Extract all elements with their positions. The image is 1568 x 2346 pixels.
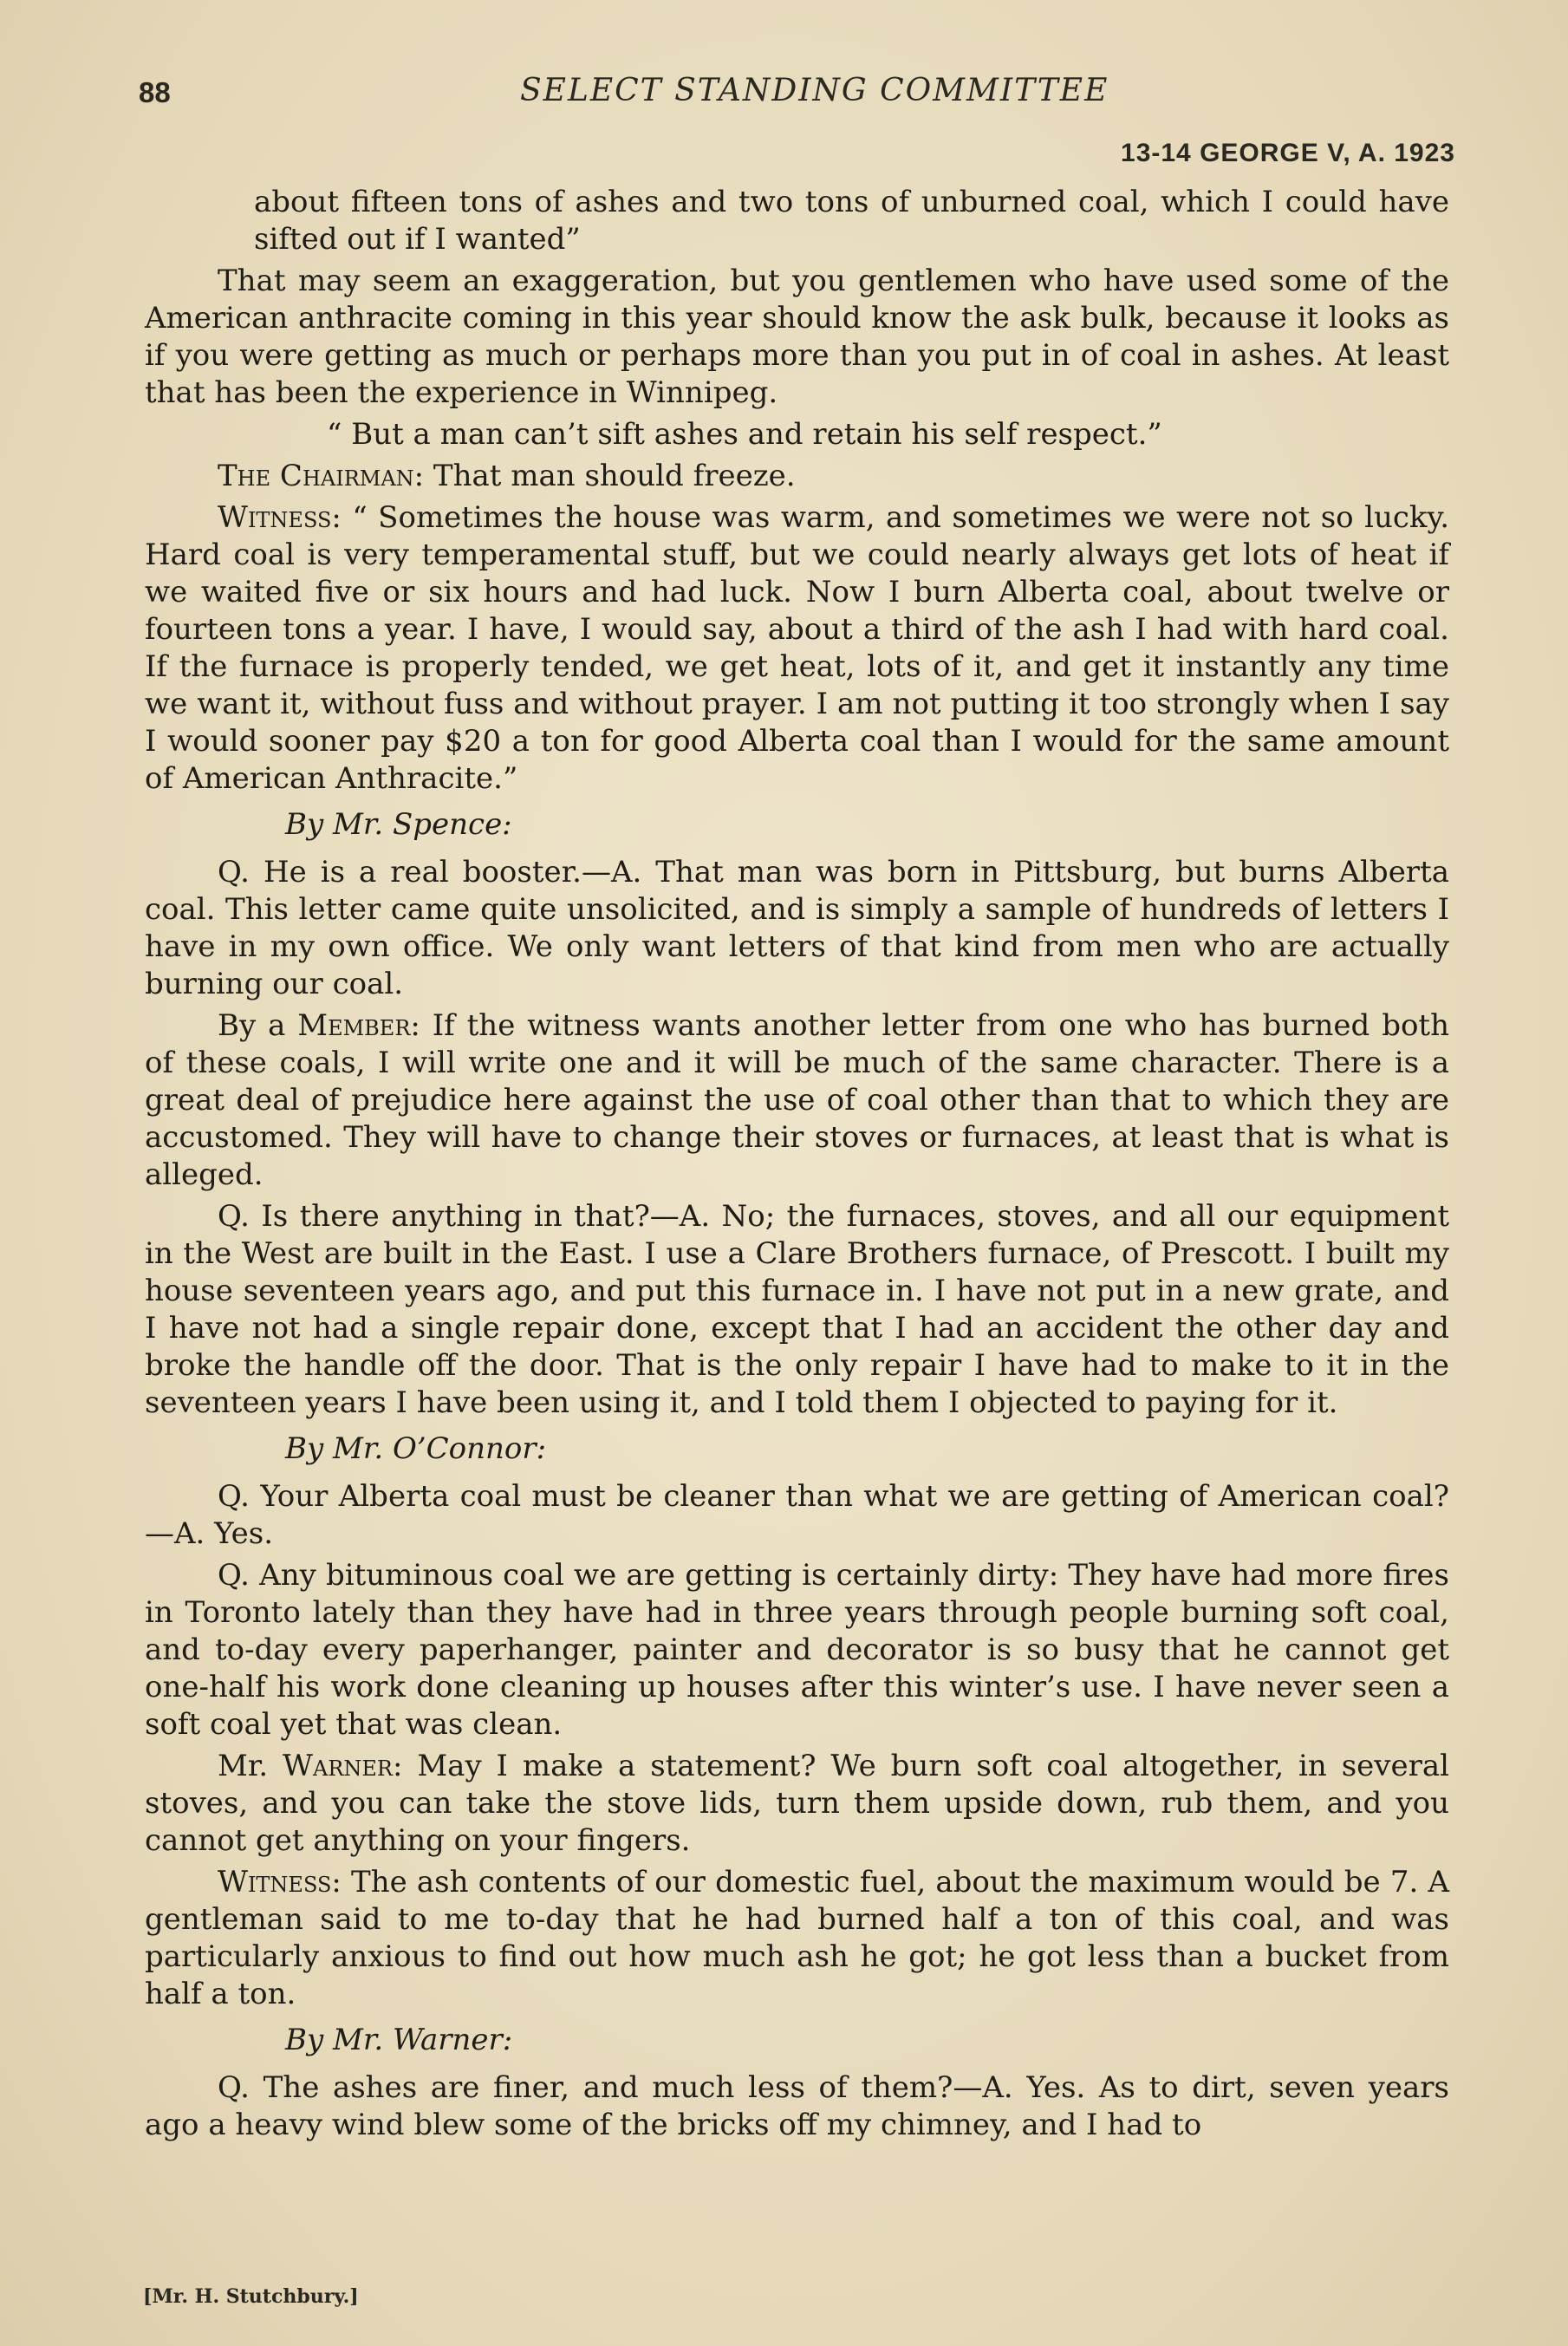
speech-prefix: By a	[218, 1008, 298, 1043]
page-number: 88	[139, 76, 171, 108]
paragraph: “ But a man can’t sift ashes and retain his self respect.”	[327, 417, 1162, 452]
speech-text: May I make a statement? We burn soft coal altogether, in several stoves, and you can take the stove lids, turn them upside down, rub them, and you cannot get anything on your fingers.	[145, 1749, 1449, 1858]
paragraph: Q. Any bituminous coal we are getting is certainly dirty: They have had more fires in Toronto lately than they have had in three years through people burning soft coal, and to-day every paperhanger, painter and decorator is so busy that he cannot get one-half his work done cleaning up houses after this winter’s use. I have never seen a soft coal yet that was clean.	[145, 1558, 1449, 1742]
speech-prefix: Mr.	[218, 1749, 283, 1783]
speaker-name: Witness:	[218, 500, 342, 535]
speaker-name: The Chairman:	[218, 459, 425, 493]
paragraph: That may seem an exaggeration, but you gentlemen who have used some of the American anthracite coming in this year should know the ask bulk, because it looks as if you were getting as much or perhaps more than you put in of coal in ashes. At least that has been the experience in Winnipeg.	[145, 264, 1449, 410]
speech-text: That man should freeze.	[424, 459, 796, 493]
speaker-name: Witness:	[218, 1865, 342, 1900]
paragraph	[145, 1007, 1449, 1194]
examiner-byline: By Mr. Warner:	[285, 2023, 513, 2057]
speaker-name: Warner:	[283, 1749, 403, 1783]
speech-text: “ Sometimes the house was warm, and sometimes we were not so lucky. Hard coal is very temperamental stuff, but we could nearly always get lots of heat if we waited five or six hours and had luck. Now I burn Alberta coal, about twelve or fourteen tons a year. I have, I would say, about a third of the ash I had with hard coal. If the furnace is properly tended, we get heat, lots of it, and get it instantly any time we want it, without fuss and without prayer. I am not putting it too strongly when I say I would sooner pay $20 a ton for good Alberta coal than I would for the same amount of American Anthracite.”	[145, 500, 1449, 796]
paragraph	[145, 499, 1449, 798]
speech-text: The ash contents of our domestic fuel, about the maximum would be 7. A gentleman said to me to-day that he had burned half a ton of this coal, and was particularly anxious to find out how much ash he got; he got less than a bucket from half a ton.	[145, 1865, 1449, 2011]
body-text	[145, 184, 1449, 2148]
page-header	[139, 71, 1448, 123]
paragraph: Q. The ashes are finer, and much less of them?—A. Yes. As to dirt, seven years ago a heavy wind blew some of the bricks off my chimney, and I had to	[145, 2070, 1449, 2142]
paragraph: Q. He is a real booster.—A. That man was born in Pittsburg, but burns Alberta coal. This letter came quite unsolicited, and is simply a sample of hundreds of letters I have in my own office. We only want letters of that kind from men who are actually burning our coal.	[145, 855, 1449, 1001]
paragraph: about fifteen tons of ashes and two tons of unburned coal, which I could have sifted out if I wanted”	[254, 185, 1449, 257]
paragraph: Q. Is there anything in that?—A. No; the furnaces, stoves, and all our equipment in the West are built in the East. I use a Clare Brothers furnace, of Prescott. I built my house seventeen years ago, and put this furnace in. I have not put in a new grate, and I have not had a single repair done, except that I had an accident the other day and broke the handle off the door. That is the only repair I have had to make to it in the seventeen years I have been using it, and I told them I objected to paying for it.	[145, 1199, 1449, 1420]
paragraph	[145, 1748, 1449, 1860]
speaker-name: Member:	[297, 1008, 420, 1043]
paragraph	[145, 458, 1449, 495]
speech-text: If the witness wants another letter from one who has burned both of these coals, I will write one and it will be much of the same character. There is a great deal of prejudice here against the use of coal other than that to which they are accustomed. They will have to change their stoves or furnaces, at least that is what is alleged.	[145, 1008, 1449, 1192]
paragraph: Q. Your Alberta coal must be cleaner than what we are getting of American coal?—A. Yes.	[145, 1479, 1449, 1551]
running-title: SELECT STANDING COMMITTEE	[520, 73, 1109, 108]
witness-footnote: [Mr. H. Stutchbury.]	[143, 2285, 359, 2308]
examiner-byline: By Mr. O’Connor:	[285, 1431, 547, 1466]
session-label: 13-14 GEORGE V, A. 1923	[1121, 139, 1455, 167]
examiner-byline: By Mr. Spence:	[285, 807, 512, 842]
paragraph	[145, 1864, 1449, 2013]
